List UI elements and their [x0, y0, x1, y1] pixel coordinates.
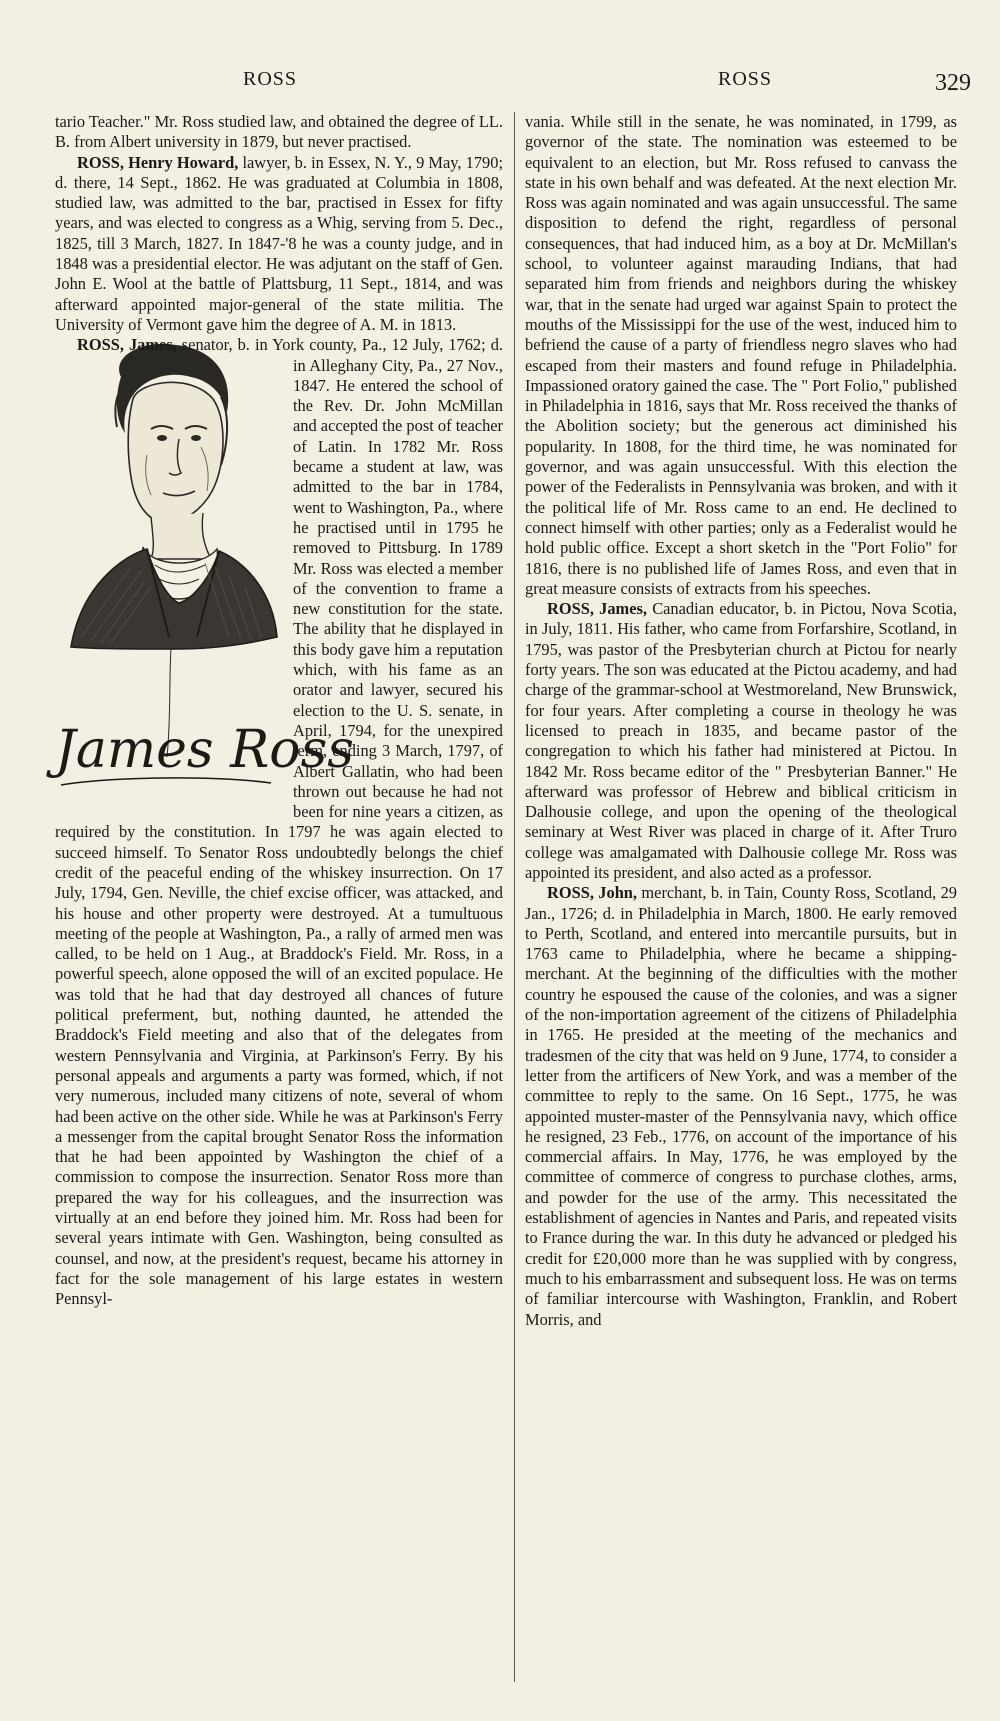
- entry-heading: ROSS, James,: [77, 335, 177, 355]
- entry-james-ross-senator: [55, 335, 503, 1309]
- entry-text: Canadian educator, b. in Pictou, Nova Scotia, in July, 1811. His father, who came from Forfarshire, Scotland, in 1795, was pastor of the Presbyterian church at Pictou for nearly forty years. The son was educated at the Pictou academy, and had charge of the grammar-school at Westmoreland, New Brunswick, for four years. After completing a course in theology he was licensed to preach in 1835, and became pastor of the congregation to which his father had ministered at Pictou. In 1842 Mr. Ross became editor of the " Presbyterian Banner." He afterward was professor of Hebrew and biblical criticism in Dalhousie college, and upon the opening of the theological seminary at West River was placed in charge of it. After Truro college was amalgamated with Dalhousie college Mr. Ross was appointed its president, and also acted as a professor.: [525, 599, 957, 882]
- entry-john-ross-merchant: [525, 883, 957, 1330]
- entry-text: merchant, b. in Tain, County Ross, Scotland, 29 Jan., 1726; d. in Philadelphia in March, 1800. He early removed to Perth, Scotland, and entered into mercantile pursuits, but in 1763 came to Philadelphia, where he became a shipping-merchant. At the beginning of the difficulties with the mother country he espoused the cause of the colonies, and was a signer of the non-importation agreement of the citizens of Philadelphia in 1765. He presided at the meeting of the mechanics and tradesmen of the city that was held on 9 June, 1774, to consider a letter from the artificers of New York, and was a member of the committee to reply to the same. On 16 Sept., 1775, he was appointed muster-master of the Pennsylvania navy, which office he resigned, 23 Feb., 1776, on account of the importance of his commercial affairs. In May, 1776, he was employed by the committee of commerce of congress to purchase clothes, arms, and powder for the use of the army. This necessitated the establishment of agencies in Nantes and Paris, and repeated visits to France during the war. In this duty he advanced or pledged his credit for £20,000 more than he was supplied with by congress, much to his embarrassment and subsequent loss. He was on terms of familiar intercourse with Washington, Franklin, and Robert Morris, and: [525, 883, 957, 1329]
- entry-heading: ROSS, James,: [547, 599, 647, 619]
- continued-paragraph: vania. While still in the senate, he was nominated, in 1799, as governor of the state. The nomination was esteemed to be equivalent to an election, but Mr. Ross refused to canvass the state in his own behalf and was defeated. At the next election Mr. Ross was again nominated and was again unsuccessful. The same disposition to defend the right, regardless of personal consequences, that had induced him, as a boy at Dr. McMillan's school, to volunteer against marauding Indians, that had separated him from friends and neighbors during the whiskey war, that in the senate had urged war against Spain to protect the mouths of the Mississippi for the use of the west, induced him to befriend the cause of a party of friendless negro slaves who had escaped from their masters and found refuge in Philadelphia. Impassioned oratory gained the case. The " Port Folio," published in Philadelphia in 1816, says that Mr. Ross received the thanks of the Abolition society; but the generous act diminished his popularity. In 1808, for the third time, he was nominated for governor, and was again unsuccessful. With this election the power of the Federalists in Pennsylvania was broken, and with it the political life of Mr. Ross came to an end. He declined to connect himself with other parties; only as a Federalist would he hold public office. Except a short sketch in the "Port Folio" for 1816, there is no published life of James Ross, and even that in great measure consists of extracts from his speeches.: [525, 112, 957, 598]
- entry-text: senator, b. in York county, Pa., 12 July, 1762; d. in Alleghany City, Pa., 27 Nov., 1847. He entered the school of the Rev. Dr. John McMillan and accepted the post of teacher of Latin. In 1782 Mr. Ross became a student at law, was admitted to the bar in 1784, went to Washington, Pa., where he practised until in 1795 he removed to Pittsburg. In 1789 Mr. Ross was elected a member of the convention to frame a new constitution for the state. The ability that he displayed in this body gave him a reputation which, with his fame as an orator and lawyer, secured his election to the U. S. senate, in April, 1794, for the unexpired term, ending 3 March, 1797, of Albert Gallatin, who had been thrown out because he had not been for nine years a citizen, as required by the constitution. In 1797 he was again elected to succeed himself. To Senator Ross undoubtedly belongs the chief credit of the peaceful ending of the whiskey insurrection. On 17 July, 1794, Gen. Neville, the chief excise officer, was attacked, and his house and other property were destroyed. At a tumultuous meeting of the people at Washington, Pa., a rally of armed men was called, to be held on 1 Aug., at Braddock's Field. Mr. Ross, in a powerful speech, alone opposed the will of an excited populace. He was told that he had that day destroyed all chances of future political preferment, but, nothing daunted, he attended the Braddock's Field meeting and also that of the delegates from western Pennsylvania and Virginia, at Parkinson's Ferry. By his personal appeals and arguments a party was formed, which, if not very numerous, included many citizens of note, several of whom had been active on the other side. While he was at Parkinson's Ferry a messenger from the capital brought Senator Ross the information that he had been appointed by Washington the chief of a commission to compose the insurrection. Senator Ross more than prepared the way for his colleagues, and the insurrection was virtually at an end before they joined him. Mr. Ross had been for several years intimate with Gen. Washington, being consulted as counsel, and now, at the president's request, became his attorney in fact for the sole management of his large estates in western Pennsyl-: [55, 335, 503, 1309]
- right-column: [525, 112, 957, 1330]
- page-number: 329: [935, 70, 971, 96]
- signature: James Ross: [55, 720, 354, 781]
- portrait-engraving-image: [51, 337, 354, 807]
- entry-henry-howard-ross: [55, 153, 503, 336]
- left-column: [55, 112, 503, 1310]
- running-head-right: ROSS: [718, 68, 773, 90]
- column-divider: [514, 112, 515, 1682]
- entry-heading: ROSS, Henry Howard,: [77, 152, 239, 172]
- continued-paragraph: tario Teacher." Mr. Ross studied law, and obtained the degree of LL. B. from Albert university in 1879, but never practised.: [55, 112, 503, 152]
- entry-james-ross-educator: [525, 599, 957, 883]
- running-head-left: ROSS: [243, 68, 298, 90]
- entry-text: lawyer, b. in Essex, N. Y., 9 May, 1790; d. there, 14 Sept., 1862. He was graduated at Columbia in 1808, studied law, was admitted to the bar, practised in Essex for fifty years, and was elected to congress as a Whig, serving from 5. Dec., 1825, till 3 March, 1827. In 1847-'8 he was a county judge, and in 1848 was a presidential elector. He was adjutant on the staff of Gen. John E. Wool at the battle of Plattsburg, 11 Sept., 1814, and was afterward appointed major-general of the state militia. The University of Vermont gave him the degree of A. M. in 1813.: [55, 152, 503, 334]
- entry-heading: ROSS, John,: [547, 883, 638, 903]
- portrait-figure: [51, 337, 354, 807]
